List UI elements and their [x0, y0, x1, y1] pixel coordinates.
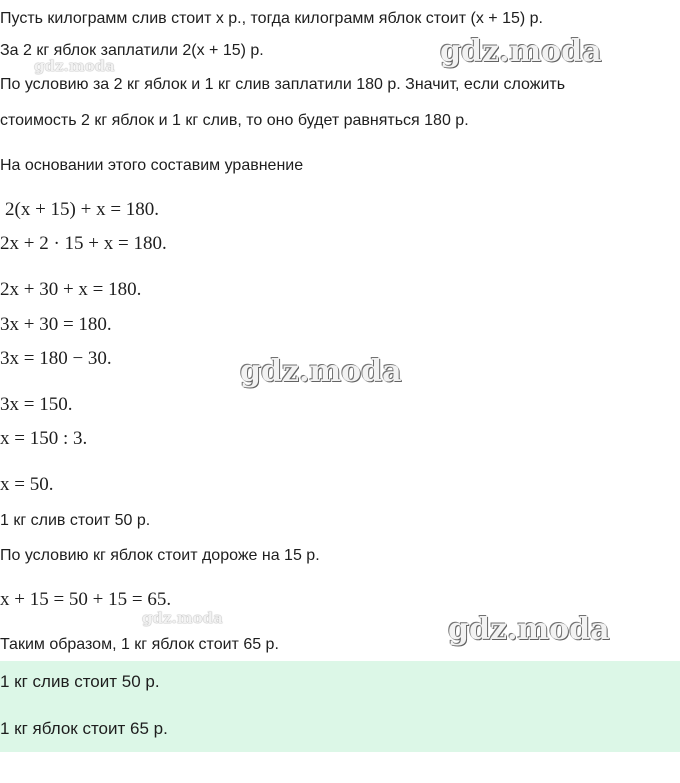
text-line: На основании этого составим уравнение [0, 157, 304, 174]
text-line: За 2 кг яблок заплатили 2(x + 15) р. [0, 42, 264, 59]
answer-line: 1 кг яблок стоит 65 р. [0, 719, 168, 738]
answer-line: 1 кг слив стоит 50 р. [0, 672, 160, 691]
answer-box [0, 661, 680, 752]
text-line: По условию кг яблок стоит дороже на 15 р. [0, 547, 320, 564]
watermark: gdz.moda [142, 609, 223, 627]
equation-line: 2x + 2 · 15 + x = 180. [0, 233, 167, 254]
equation-line: x = 150 : 3. [0, 428, 88, 449]
text-line: 1 кг слив стоит 50 р. [0, 512, 151, 529]
text-line: Таким образом, 1 кг яблок стоит 65 р. [0, 636, 279, 653]
equation-line: x = 50. [0, 474, 54, 495]
equation-line: 3x = 150. [0, 394, 73, 415]
watermark: gdz.moda [448, 612, 610, 647]
watermark: gdz.moda [440, 34, 602, 69]
text-line: Пусть килограмм слив стоит x р., тогда килограмм яблок стоит (x + 15) р. [0, 10, 543, 27]
equation-line: x + 15 = 50 + 15 = 65. [0, 589, 172, 610]
watermark: gdz.moda [240, 354, 402, 389]
equation-line: 2x + 30 + x = 180. [0, 279, 142, 300]
text-line: стоимость 2 кг яблок и 1 кг слив, то оно будет равняться 180 р. [0, 112, 469, 129]
equation-line: 3x + 30 = 180. [0, 314, 112, 335]
watermark: gdz.moda [34, 57, 115, 75]
equation-line: 3x = 180 − 30. [0, 348, 112, 369]
text-line: По условию за 2 кг яблок и 1 кг слив заплатили 180 р. Значит, если сложить [0, 76, 566, 93]
equation-line: 2(x + 15) + x = 180. [5, 199, 160, 220]
